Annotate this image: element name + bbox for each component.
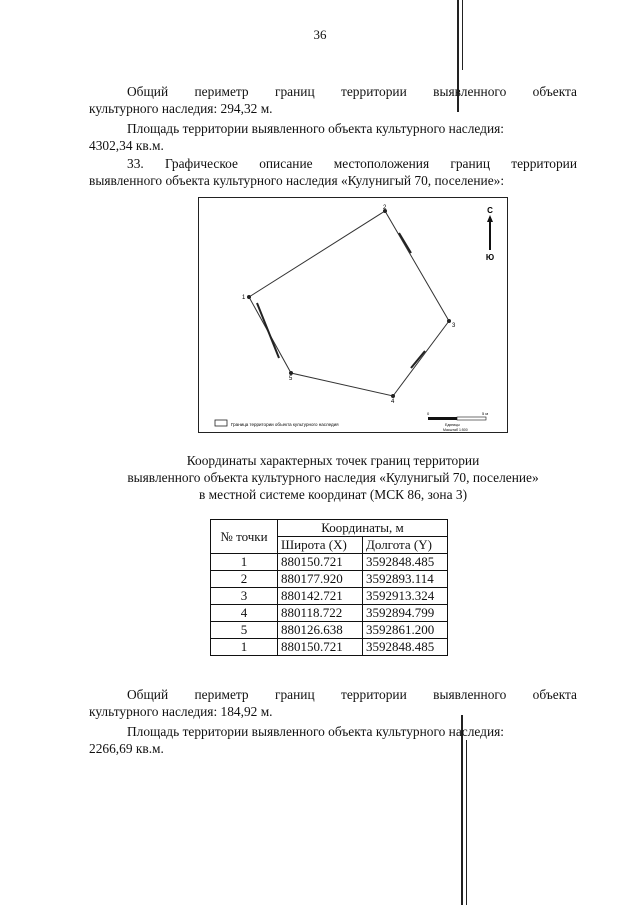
page-number: 36: [313, 27, 327, 42]
point-number-cell: 4: [211, 605, 278, 622]
area-paragraph-1-cont: 4302,34 кв.м.: [89, 138, 164, 153]
table-row: [211, 588, 448, 605]
point-label-3: 3: [452, 323, 456, 329]
coordinates-caption: [89, 452, 577, 503]
longitude-cell: 3592893.114: [363, 571, 448, 588]
boundary-map-svg: [199, 198, 509, 434]
longitude-cell: 3592913.324: [363, 588, 448, 605]
boundary-polygon: [249, 211, 449, 396]
longitude-cell: 3592894.799: [363, 605, 448, 622]
point-number-cell: 1: [211, 554, 278, 571]
perimeter-2-line-a: Общий периметр границ территории выявленного объекта: [127, 687, 577, 702]
perimeter-paragraph-2: [89, 686, 577, 703]
scan-artifact-line: [466, 740, 467, 905]
scale-bar: [427, 411, 488, 432]
latitude-cell: 880142.721: [278, 588, 363, 605]
point-label-5: 5: [289, 376, 293, 382]
area-paragraph-2: Площадь территории выявленного объекта культурного наследия:: [127, 724, 505, 739]
latitude-cell: 880150.721: [278, 639, 363, 656]
perimeter-1-line-a: Общий периметр границ территории выявленного объекта: [127, 84, 577, 99]
longitude-cell: 3592861.200: [363, 622, 448, 639]
boundary-edge-mark: [399, 233, 411, 253]
north-arrow-icon: [486, 206, 494, 262]
caption-line-1: Координаты характерных точек границ территории: [186, 453, 480, 468]
latitude-cell: 880150.721: [278, 554, 363, 571]
coordinates-table: [210, 519, 448, 656]
longitude-cell: 3592848.485: [363, 554, 448, 571]
boundary-point-3: [447, 319, 451, 323]
boundary-point-4: [391, 394, 395, 398]
caption-line-2: выявленного объекта культурного наследия «Кулунигый 70, поселение»: [127, 470, 539, 485]
perimeter-paragraph-1: [89, 83, 577, 100]
point-number-cell: 1: [211, 639, 278, 656]
table-row: [211, 605, 448, 622]
point-label-2: 2: [383, 205, 387, 211]
scale-zero: 0: [427, 411, 430, 416]
table-row: [211, 639, 448, 656]
point-number-cell: 2: [211, 571, 278, 588]
boundary-point-1: [247, 295, 251, 299]
longitude-cell: 3592848.485: [363, 639, 448, 656]
point-label-4: 4: [391, 399, 395, 405]
boundary-edge-mark: [257, 303, 279, 358]
header-point-number: № точки: [211, 520, 278, 554]
south-label: Ю: [485, 253, 495, 262]
point-number-cell: 3: [211, 588, 278, 605]
latitude-cell: 880118.722: [278, 605, 363, 622]
area-paragraph-1: Площадь территории выявленного объекта культурного наследия:: [127, 121, 505, 136]
latitude-cell: 880177.920: [278, 571, 363, 588]
scale-unit: Единицы: [445, 423, 460, 427]
header-longitude: Долгота (Y): [363, 537, 448, 554]
table-row: [211, 571, 448, 588]
point-number-cell: 5: [211, 622, 278, 639]
table-row: [211, 622, 448, 639]
item-33-paragraph-cont: выявленного объекта культурного наследия «Кулунигый 70, поселение»:: [89, 173, 505, 188]
boundary-point-5: [289, 371, 293, 375]
table-row: [211, 554, 448, 571]
header-latitude: Широта (X): [278, 537, 363, 554]
scale-text: Масштаб 1:500: [443, 428, 468, 432]
scale-end: 5 м: [482, 411, 489, 416]
perimeter-paragraph-2-cont: культурного наследия: 184,92 м.: [89, 704, 273, 719]
latitude-cell: 880126.638: [278, 622, 363, 639]
legend-box: [215, 420, 227, 426]
item-33-paragraph: [89, 155, 577, 172]
perimeter-paragraph-1-cont: культурного наследия: 294,32 м.: [89, 101, 273, 116]
point-label-1: 1: [242, 295, 246, 301]
caption-line-3: в местной системе координат (МСК 86, зона 3): [198, 487, 468, 502]
table-header-row: [211, 520, 448, 537]
header-coordinates: Координаты, м: [278, 520, 448, 537]
area-paragraph-2-cont: 2266,69 кв.м.: [89, 741, 164, 756]
legend-text: Граница территории объекта культурного наследия: [231, 422, 339, 427]
boundary-edge-mark: [411, 351, 425, 368]
boundary-map: [198, 197, 508, 433]
north-label: С: [487, 206, 493, 215]
item-33-line-a: 33. Графическое описание местоположения границ территории: [127, 156, 577, 171]
